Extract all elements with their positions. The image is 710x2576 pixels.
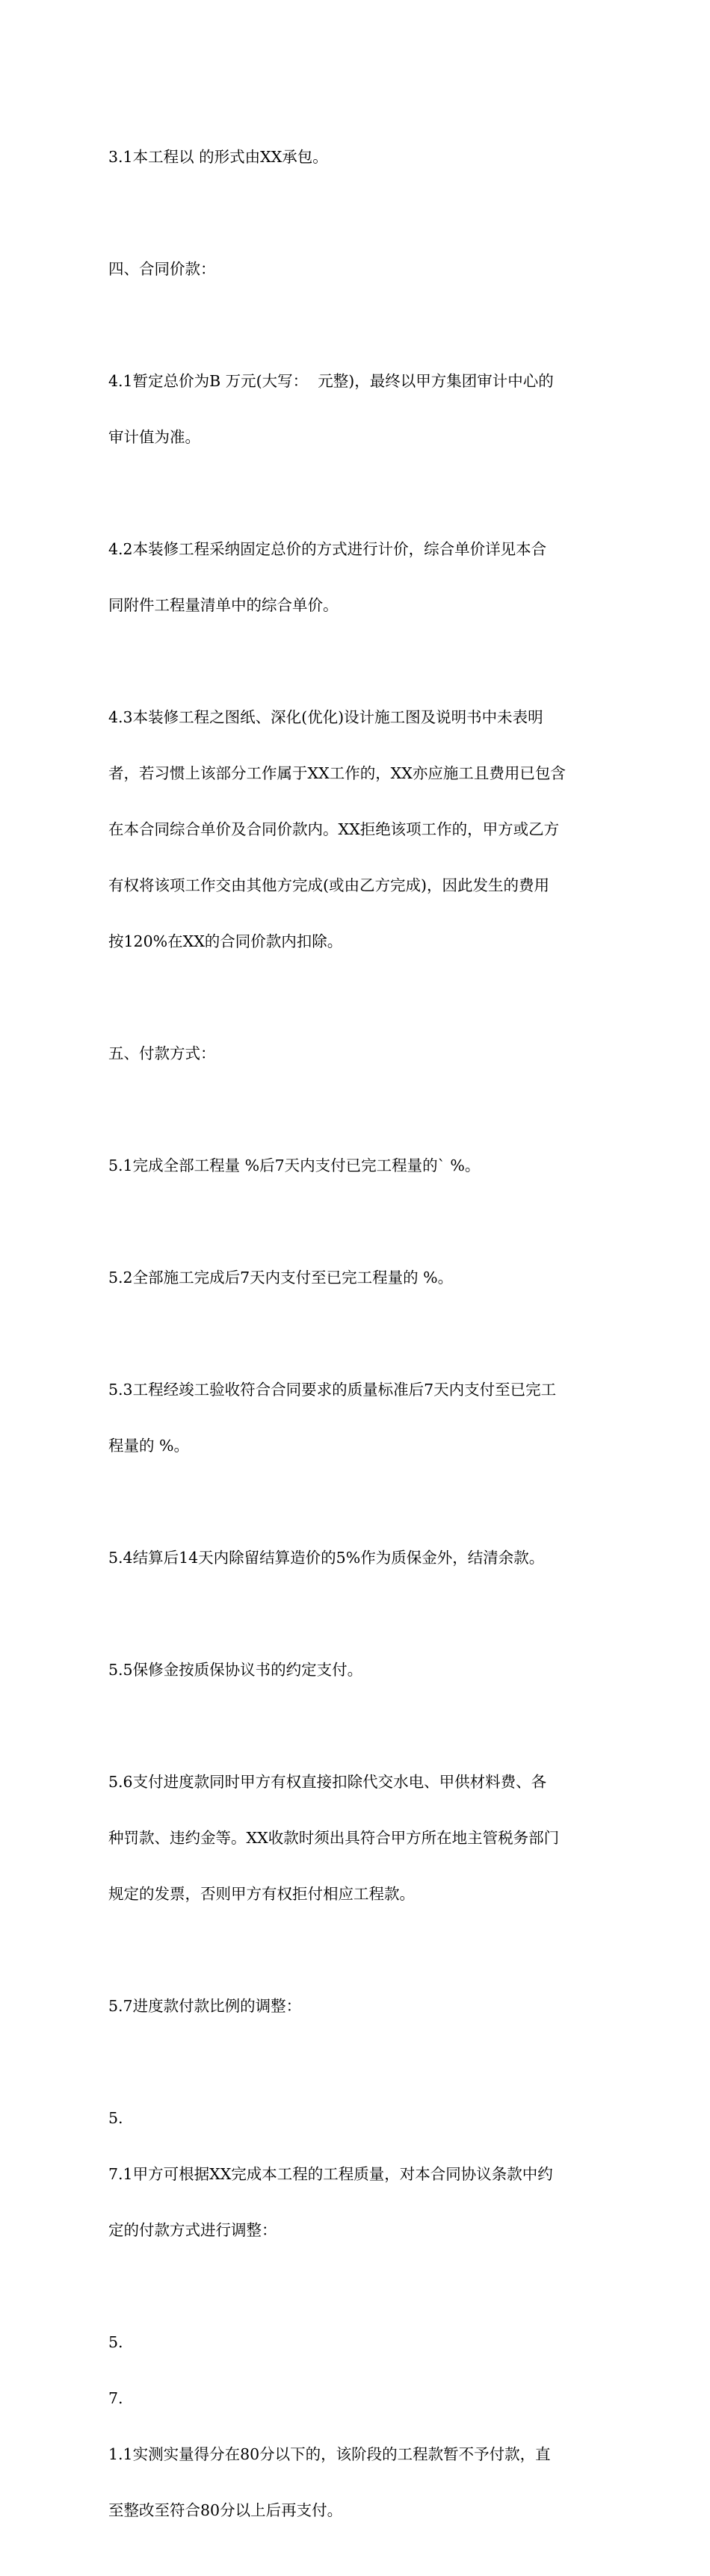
text-line: 至整改至符合80分以上后再支付。	[108, 2501, 343, 2519]
clause-5-4	[108, 1511, 605, 1605]
clause-5-7-1	[108, 2072, 605, 2277]
section-heading-payment-method	[108, 1007, 605, 1100]
text-line: 同附件工程量清单中的综合单价。	[108, 596, 339, 614]
text-line: 按120%在XX的合同价款内扣除。	[108, 932, 343, 950]
text-line: 5.2全部施工完成后7天内支付至已完工程量的 %。	[108, 1269, 454, 1287]
clause-5-5	[108, 1623, 605, 1717]
text-line: 者，若习惯上该部分工作属于XX工作的，XX亦应施工且费用已包含	[108, 764, 566, 782]
text-line: 审计值为准。	[108, 428, 200, 446]
clause-5-3	[108, 1343, 605, 1493]
text-line: 5.	[108, 2333, 123, 2351]
text-line: 种罚款、违约金等。XX收款时须出具符合甲方所在地主管税务部门	[108, 1829, 560, 1847]
text-line: 规定的发票，否则甲方有权拒付相应工程款。	[108, 1885, 415, 1903]
text-line: 有权将该项工作交由其他方完成(或由乙方完成)，因此发生的费用	[108, 876, 549, 894]
text-line: 5.3工程经竣工验收符合合同要求的质量标准后7天内支付至已完工	[108, 1381, 557, 1399]
text-line: 5.5保修金按质保协议书的约定支付。	[108, 1661, 363, 1679]
text-line: 4.1暂定总价为B 万元(大写： 元整)，最终以甲方集团审计中心的	[108, 372, 554, 390]
text-line: 4.2本装修工程采纳固定总价的方式进行计价，综合单价详见本合	[108, 540, 547, 558]
section-heading: 四、合同价款：	[108, 260, 216, 278]
clause-4-3	[108, 671, 605, 988]
clause-5-7-1-1	[108, 2296, 605, 2557]
text-line: 7.1甲方可根据XX完成本工程的工程质量，对本合同协议条款中约	[108, 2165, 553, 2183]
text-line: 7.	[108, 2389, 123, 2407]
clause-5-6	[108, 1736, 605, 1941]
clause-5-2	[108, 1231, 605, 1325]
text-line: 5.1完成全部工程量 %后7天内支付已完工程量的` %。	[108, 1157, 481, 1174]
text-line: 5.	[108, 2109, 123, 2127]
text-line: 5.7进度款付款比例的调整：	[108, 1997, 302, 2015]
text-line: 在本合同综合单价及合同价款内。XX拒绝该项工作的，甲方或乙方	[108, 820, 560, 838]
text-line: 5.4结算后14天内除留结算造价的5%作为质保金外，结清余款。	[108, 1549, 545, 1567]
text-line: 定的付款方式进行调整：	[108, 2221, 277, 2239]
clause-4-2	[108, 503, 605, 652]
section-heading: 五、付款方式：	[108, 1044, 216, 1062]
text-line: 程量的 %。	[108, 1437, 189, 1455]
text-line: 5.6支付进度款同时甲方有权直接扣除代交水电、甲供材料费、各	[108, 1773, 547, 1791]
clause-3-1	[108, 111, 605, 204]
text-line: 1.1实测实量得分在80分以下的，该阶段的工程款暂不予付款，直	[108, 2445, 551, 2463]
clause-5-1	[108, 1119, 605, 1213]
clause-4-1	[108, 335, 605, 484]
clause-5-7	[108, 1960, 605, 2053]
section-heading-contract-price	[108, 223, 605, 316]
text-line: 3.1本工程以 的形式由XX承包。	[108, 148, 328, 166]
document-body	[108, 111, 605, 2576]
text-line: 4.3本装修工程之图纸、深化(优化)设计施工图及说明书中未表明	[108, 708, 543, 726]
